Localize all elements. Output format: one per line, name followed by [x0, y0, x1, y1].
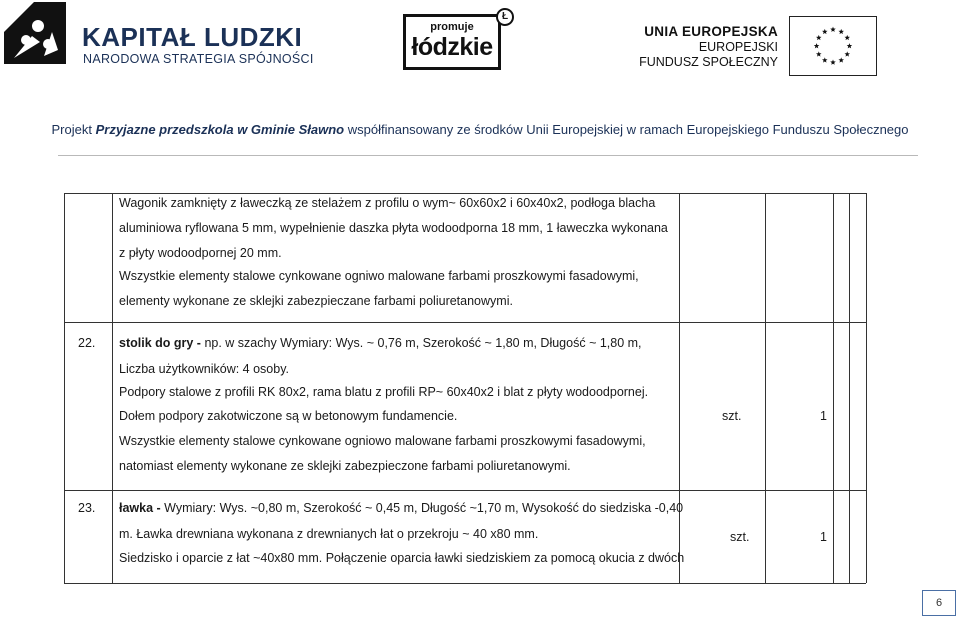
- eu-line-1: UNIA EUROPEJSKA: [644, 24, 778, 39]
- table-col-divider: [833, 193, 834, 583]
- row23-number: 23.: [78, 501, 96, 515]
- promuje-label: promuje: [430, 21, 474, 33]
- row22-line-2: Liczba użytkowników: 4 osoby.: [119, 362, 289, 376]
- row23-line-2: m. Ławka drewniana wykonana z drewnianych łat o przekroju ~ 40 x80 mm.: [119, 527, 539, 541]
- eu-line-3: FUNDUSZ SPOŁECZNY: [639, 55, 778, 69]
- row23-first-line: [119, 501, 683, 515]
- kapital-ludzki-subtitle: NARODOWA STRATEGIA SPÓJNOŚCI: [83, 52, 314, 66]
- row0-line-1: Wagonik zamknięty z ławeczką ze stelażem z profilu o wym~ 60x60x2 i 60x40x2, podłoga blacha: [119, 196, 656, 210]
- registered-mark-icon: Ł: [496, 8, 514, 26]
- table-row-divider: [64, 322, 866, 323]
- table-col-divider: [112, 193, 113, 583]
- row23-unit: szt.: [730, 530, 750, 544]
- row23-first-line-rest: Wymiary: Wys. ~0,80 m, Szerokość ~ 0,45 m, Długość ~1,70 m, Wysokość do siedziska -0,40: [164, 501, 684, 515]
- project-prefix: Projekt: [51, 122, 92, 137]
- table-col-divider: [765, 193, 766, 583]
- row0-line-3: z płyty wodoodpornej 20 mm.: [119, 246, 282, 260]
- project-suffix: współfinansowany ze środków Unii Europejskiej w ramach Europejskiego Funduszu Społecznego: [347, 122, 909, 137]
- table-col-divider: [849, 193, 850, 583]
- row22-unit: szt.: [722, 409, 742, 423]
- table-border-left: [64, 193, 65, 583]
- table-col-divider: [679, 193, 680, 583]
- row22-line-6: natomiast elementy wykonane ze sklejki zabezpieczone farbami poliuretanowymi.: [119, 459, 571, 473]
- table-border-top: [64, 193, 866, 194]
- row22-first-line-rest: np. w szachy Wymiary: Wys. ~ 0,76 m, Szerokość ~ 1,80 m, Długość ~ 1,80 m,: [204, 336, 642, 350]
- row22-qty: 1: [820, 409, 827, 423]
- table-row-divider: [64, 490, 866, 491]
- eu-line-2: EUROPEJSKI: [698, 40, 778, 54]
- row22-number: 22.: [78, 336, 96, 350]
- row22-line-4: Dołem podpory zakotwiczone są w betonowym fundamencie.: [119, 409, 458, 423]
- row0-line-5: elementy wykonane ze sklejki zabezpieczane farbami poliuretanowymi.: [119, 294, 513, 308]
- row23-qty: 1: [820, 530, 827, 544]
- row22-name: stolik do gry -: [119, 336, 201, 350]
- row23-name: ławka -: [119, 501, 161, 515]
- row22-first-line: [119, 336, 642, 350]
- row23-line-3: Siedzisko i oparcie z łat ~40x80 mm. Połączenie oparcia ławki siedziskiem za pomocą okucia z dwóch: [119, 551, 685, 565]
- table-border-right: [866, 193, 867, 583]
- kapital-ludzki-title: KAPITAŁ LUDZKI: [82, 22, 303, 52]
- row0-line-2: aluminiowa ryflowana 5 mm, wypełnienie daszka płyta wodoodporna 18 mm, 1 ławeczka wykonana: [119, 221, 668, 235]
- page-number: 6: [922, 590, 956, 616]
- row22-line-5: Wszystkie elementy stalowe cynkowane ogniowo malowane farbami proszkowymi fasadowymi,: [119, 434, 646, 448]
- row0-line-4: Wszystkie elementy stalowe cynkowane ogniwo malowane farbami proszkowymi fasadowymi,: [119, 269, 639, 283]
- row22-line-3: Podpory stalowe z profili RK 80x2, rama blatu z profili RP~ 60x40x2 i blat z płyty wodoodpornej.: [119, 385, 649, 399]
- project-title: Przyjazne przedszkola w Gminie Sławno: [95, 122, 345, 137]
- lodzkie-label: łódzkie: [411, 33, 493, 61]
- table-border-bottom: [64, 583, 866, 584]
